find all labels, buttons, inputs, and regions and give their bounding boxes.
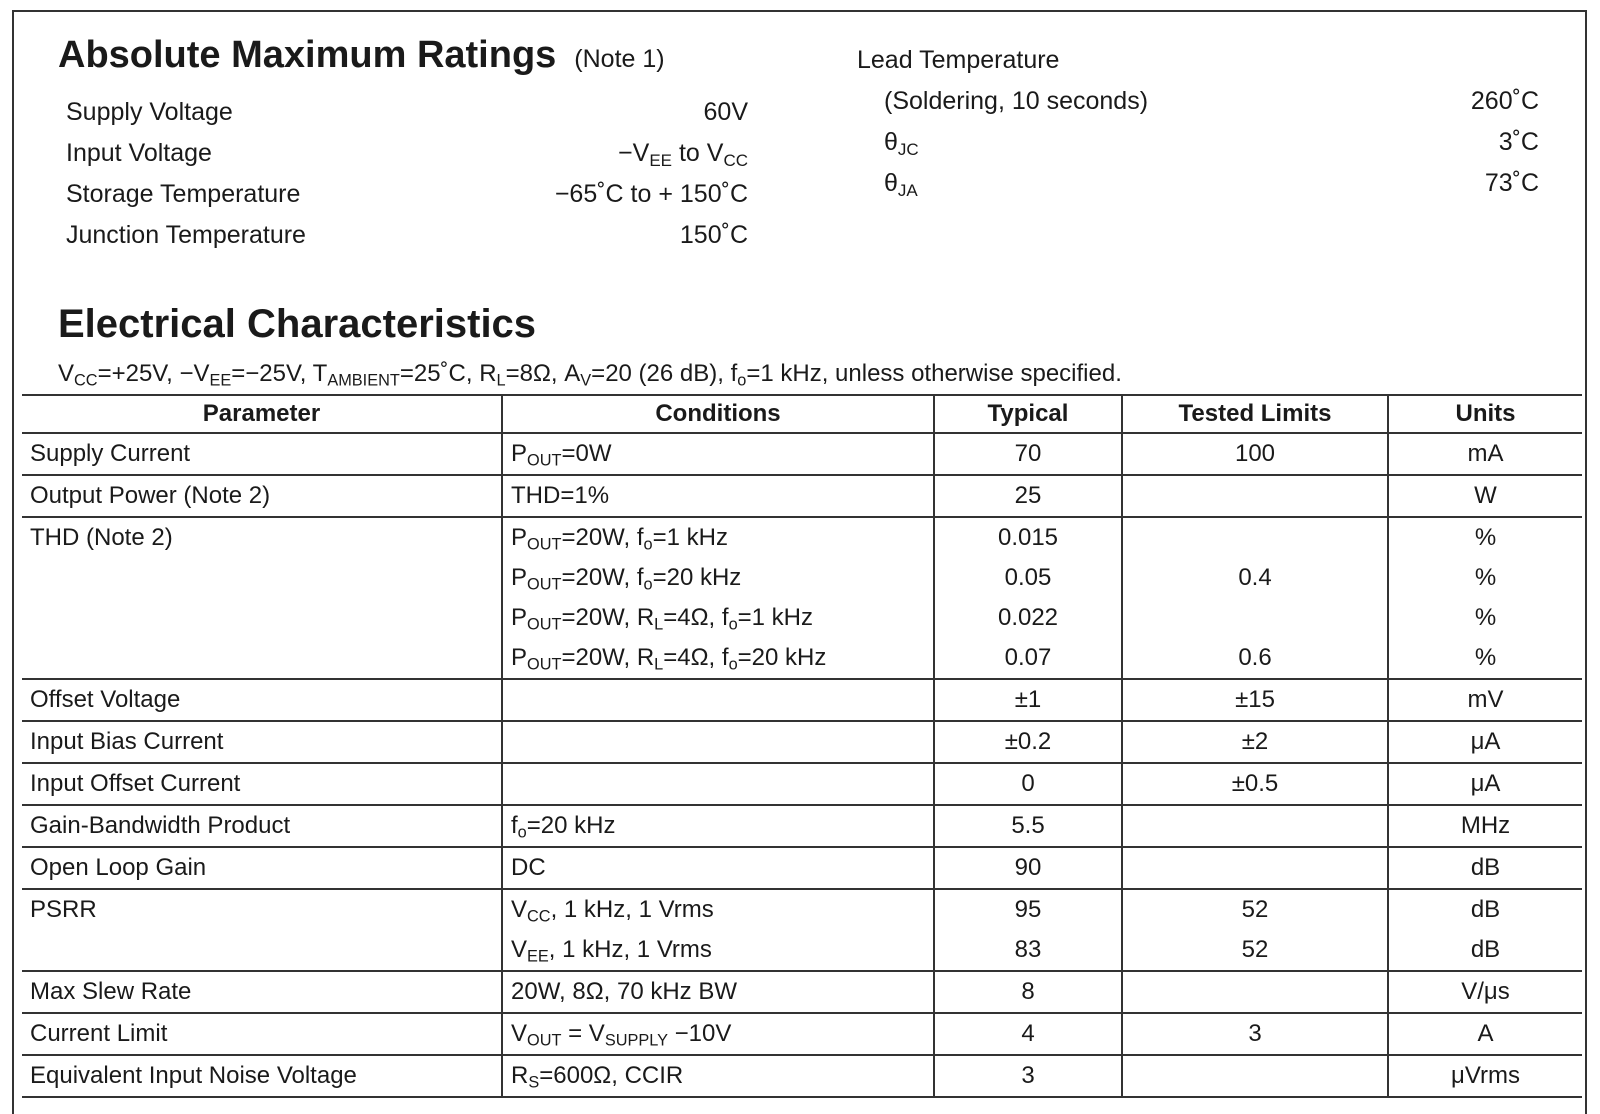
- limit-line: [1131, 848, 1379, 888]
- parameter-text: Gain-Bandwidth Product: [30, 812, 291, 839]
- cell-conditions: [502, 1055, 934, 1097]
- ec-conditions: $V_{CC}=+25V$, $-V_{EE}=-25V$, $T_{AMBIENT}=25˚C$, $R_L=8\Omega$, $A_V=20$ (26 dB), $f_o=1$ kHz, unless otherwise specified.: [58, 360, 1122, 390]
- conditions-line: $P_{OUT}=20W$, $R_L=4\Omega$, $f_o=1$ kHz: [511, 604, 814, 634]
- conditions-line: [511, 722, 925, 762]
- cell-conditions: [502, 475, 934, 517]
- cell-typical: [934, 971, 1122, 1013]
- cell-limit: [1122, 1013, 1388, 1055]
- conditions-line: $P_{OUT}=20W$, $f_o=1$ kHz: [511, 524, 728, 554]
- rating-row: [857, 87, 1539, 128]
- cell-limit: [1122, 1055, 1388, 1097]
- rating-row: [857, 128, 1539, 169]
- rating-label: Junction Temperature: [66, 221, 306, 249]
- rating-value: 260˚C: [1470, 87, 1539, 115]
- cell-typical: [934, 721, 1122, 763]
- cell-typical: [934, 805, 1122, 847]
- typical-line: 83: [1014, 936, 1042, 963]
- table-row: [22, 805, 1582, 847]
- cell-units: [1388, 971, 1582, 1013]
- cell-units: [1388, 517, 1582, 679]
- cell-units: [1388, 1013, 1582, 1055]
- parameter-text: Current Limit: [30, 1020, 168, 1047]
- units-line: A: [1477, 1020, 1494, 1047]
- cell-typical: [934, 847, 1122, 889]
- parameter-text: Offset Voltage: [30, 686, 181, 713]
- table-row: [22, 475, 1582, 517]
- table-row: [22, 517, 1582, 679]
- amr-heading: [58, 34, 665, 77]
- conditions-line: $P_{OUT}=20W$, $R_L=4\Omega$, $f_o=20$ kHz: [511, 644, 827, 674]
- typical-line: 0.05: [1004, 564, 1052, 591]
- rating-label: $\theta_{JC}$: [884, 128, 919, 159]
- rating-row: [857, 169, 1539, 210]
- parameter-text: Supply Current: [30, 440, 191, 467]
- cell-conditions: [502, 971, 934, 1013]
- limit-line: [1131, 518, 1379, 558]
- amr-left-list: [66, 98, 748, 262]
- typical-line: 5.5: [1011, 812, 1045, 839]
- rating-row: [66, 221, 748, 262]
- cell-parameter: [22, 889, 502, 971]
- typical-line: 70: [1014, 440, 1042, 467]
- cell-typical: [934, 1013, 1122, 1055]
- table-row: [22, 1013, 1582, 1055]
- limit-line: 0.6: [1238, 644, 1272, 671]
- units-line: μA: [1470, 728, 1501, 755]
- cell-conditions: [502, 889, 934, 971]
- cell-units: [1388, 721, 1582, 763]
- conditions-line: $R_S=600\Omega$, CCIR: [511, 1062, 684, 1092]
- typical-line: 0.07: [1004, 644, 1052, 671]
- rating-value: 60V: [703, 98, 748, 126]
- cell-limit: [1122, 805, 1388, 847]
- table-row: [22, 763, 1582, 805]
- cell-units: [1388, 679, 1582, 721]
- parameter-text: Open Loop Gain: [30, 854, 207, 881]
- rating-label: Supply Voltage: [66, 98, 233, 126]
- units-line: V/μs: [1461, 978, 1510, 1005]
- rating-label: (Soldering, 10 seconds): [884, 87, 1149, 115]
- units-line: %: [1474, 524, 1497, 551]
- table-row: [22, 971, 1582, 1013]
- cell-parameter: [22, 763, 502, 805]
- units-line: %: [1474, 604, 1497, 631]
- amr-title: Absolute Maximum Ratings: [58, 34, 557, 76]
- units-line: %: [1474, 564, 1497, 591]
- cell-parameter: [22, 433, 502, 475]
- limit-line: [1131, 476, 1379, 516]
- table-row: [22, 847, 1582, 889]
- electrical-characteristics-table: [22, 394, 1582, 1098]
- parameter-text: Output Power (Note 2): [30, 482, 271, 509]
- table-row: [22, 1055, 1582, 1097]
- typical-line: ±0.2: [1004, 728, 1052, 755]
- typical-line: ±1: [1014, 686, 1042, 713]
- rating-value: 150˚C: [679, 221, 748, 249]
- cell-limit: [1122, 433, 1388, 475]
- cell-typical: [934, 433, 1122, 475]
- cell-parameter: [22, 679, 502, 721]
- header-parameter: Parameter: [22, 395, 502, 433]
- cell-conditions: [502, 721, 934, 763]
- cell-parameter: [22, 1055, 502, 1097]
- rating-label: $\theta_{JA}$: [884, 169, 918, 200]
- conditions-line: $f_o=20$ kHz: [511, 812, 616, 842]
- units-line: dB: [1470, 896, 1501, 923]
- limit-line: 52: [1241, 896, 1269, 923]
- cell-parameter: [22, 517, 502, 679]
- cell-limit: [1122, 517, 1388, 679]
- table-row: [22, 721, 1582, 763]
- limit-line: [1131, 1056, 1379, 1096]
- conditions-line: [511, 680, 925, 720]
- units-line: dB: [1470, 854, 1501, 881]
- cell-conditions: [502, 805, 934, 847]
- conditions-line: DC: [511, 854, 546, 881]
- cell-parameter: [22, 971, 502, 1013]
- conditions-line: $P_{OUT}=0W$: [511, 440, 612, 470]
- ec-title: Electrical Characteristics: [58, 302, 537, 346]
- limit-line: [1131, 806, 1379, 846]
- rating-value: 73˚C: [1484, 169, 1539, 197]
- parameter-text: Max Slew Rate: [30, 978, 192, 1005]
- limit-line: [1131, 972, 1379, 1012]
- header-tested-limits: Tested Limits: [1122, 395, 1388, 433]
- limit-line: 3: [1248, 1020, 1262, 1047]
- units-line: mA: [1467, 440, 1504, 467]
- conditions-line: $V_{CC}$, 1 kHz, 1 Vrms: [511, 896, 714, 926]
- table-row: [22, 679, 1582, 721]
- cell-units: [1388, 475, 1582, 517]
- cell-units: [1388, 763, 1582, 805]
- parameter-text: PSRR: [30, 896, 97, 923]
- limit-line: 0.4: [1238, 564, 1272, 591]
- cell-conditions: [502, 679, 934, 721]
- units-line: μA: [1470, 770, 1501, 797]
- typical-line: 90: [1014, 854, 1042, 881]
- conditions-line: $V_{OUT} = V_{SUPPLY} -10V$: [511, 1020, 732, 1050]
- rating-label: Lead Temperature: [857, 46, 1060, 74]
- amr-right-list: [857, 46, 1539, 210]
- cell-limit: [1122, 763, 1388, 805]
- parameter-text: THD (Note 2): [30, 524, 173, 551]
- typical-line: 95: [1014, 896, 1042, 923]
- rating-label: Storage Temperature: [66, 180, 301, 208]
- rating-value: 3˚C: [1498, 128, 1539, 156]
- cell-limit: [1122, 475, 1388, 517]
- cell-parameter: [22, 1013, 502, 1055]
- limit-line: ±2: [1241, 728, 1269, 755]
- cell-limit: [1122, 679, 1388, 721]
- cell-conditions: [502, 763, 934, 805]
- typical-line: 0.022: [997, 604, 1059, 631]
- cell-typical: [934, 889, 1122, 971]
- cell-typical: [934, 517, 1122, 679]
- cell-units: [1388, 433, 1582, 475]
- rating-row: [66, 180, 748, 221]
- parameter-text: Input Bias Current: [30, 728, 224, 755]
- cell-units: [1388, 805, 1582, 847]
- limit-line: [1131, 598, 1379, 638]
- header-units: Units: [1388, 395, 1582, 433]
- rating-value: $-V_{EE}$ to $V_{CC}$: [618, 139, 748, 170]
- cell-units: [1388, 847, 1582, 889]
- cell-parameter: [22, 847, 502, 889]
- typical-line: 0: [1021, 770, 1035, 797]
- cell-conditions: [502, 517, 934, 679]
- cell-limit: [1122, 847, 1388, 889]
- units-line: mV: [1467, 686, 1504, 713]
- limit-line: 100: [1234, 440, 1276, 467]
- conditions-line: THD=1%: [511, 482, 610, 509]
- header-typical: Typical: [934, 395, 1122, 433]
- units-line: %: [1474, 644, 1497, 671]
- cell-limit: [1122, 721, 1388, 763]
- cell-typical: [934, 475, 1122, 517]
- cell-parameter: [22, 805, 502, 847]
- typical-line: 3: [1021, 1062, 1035, 1089]
- cell-units: [1388, 889, 1582, 971]
- cell-parameter: [22, 721, 502, 763]
- typical-line: 4: [1021, 1020, 1035, 1047]
- conditions-line: $V_{EE}$, 1 kHz, 1 Vrms: [511, 936, 712, 966]
- units-line: W: [1474, 482, 1497, 509]
- header-conditions: Conditions: [502, 395, 934, 433]
- cell-parameter: [22, 475, 502, 517]
- typical-line: 8: [1021, 978, 1035, 1005]
- cell-conditions: [502, 1013, 934, 1055]
- limit-line: 52: [1241, 936, 1269, 963]
- cell-conditions: [502, 847, 934, 889]
- rating-row: [66, 139, 748, 180]
- conditions-line: 20W, 8Ω, 70 kHz BW: [511, 978, 738, 1005]
- typical-line: 0.015: [997, 524, 1059, 551]
- cell-limit: [1122, 889, 1388, 971]
- cell-conditions: [502, 433, 934, 475]
- cell-units: [1388, 1055, 1582, 1097]
- conditions-line: $P_{OUT}=20W$, $f_o=20$ kHz: [511, 564, 742, 594]
- rating-label: Input Voltage: [66, 139, 212, 167]
- conditions-line: [511, 764, 925, 804]
- cell-typical: [934, 763, 1122, 805]
- parameter-text: Input Offset Current: [30, 770, 241, 797]
- rating-row: [66, 98, 748, 139]
- units-line: dB: [1470, 936, 1501, 963]
- limit-line: ±15: [1235, 686, 1275, 713]
- table-header-row: [22, 395, 1582, 433]
- units-line: μVrms: [1451, 1062, 1520, 1089]
- units-line: MHz: [1460, 812, 1511, 839]
- table-row: [22, 433, 1582, 475]
- cell-typical: [934, 1055, 1122, 1097]
- cell-limit: [1122, 971, 1388, 1013]
- parameter-text: Equivalent Input Noise Voltage: [30, 1062, 357, 1089]
- rating-row: [857, 46, 1539, 87]
- cell-typical: [934, 679, 1122, 721]
- amr-note: (Note 1): [574, 45, 665, 73]
- limit-line: ±0.5: [1231, 770, 1279, 797]
- table-row: [22, 889, 1582, 971]
- rating-value: −65˚C to + 150˚C: [554, 180, 748, 208]
- typical-line: 25: [1014, 482, 1042, 509]
